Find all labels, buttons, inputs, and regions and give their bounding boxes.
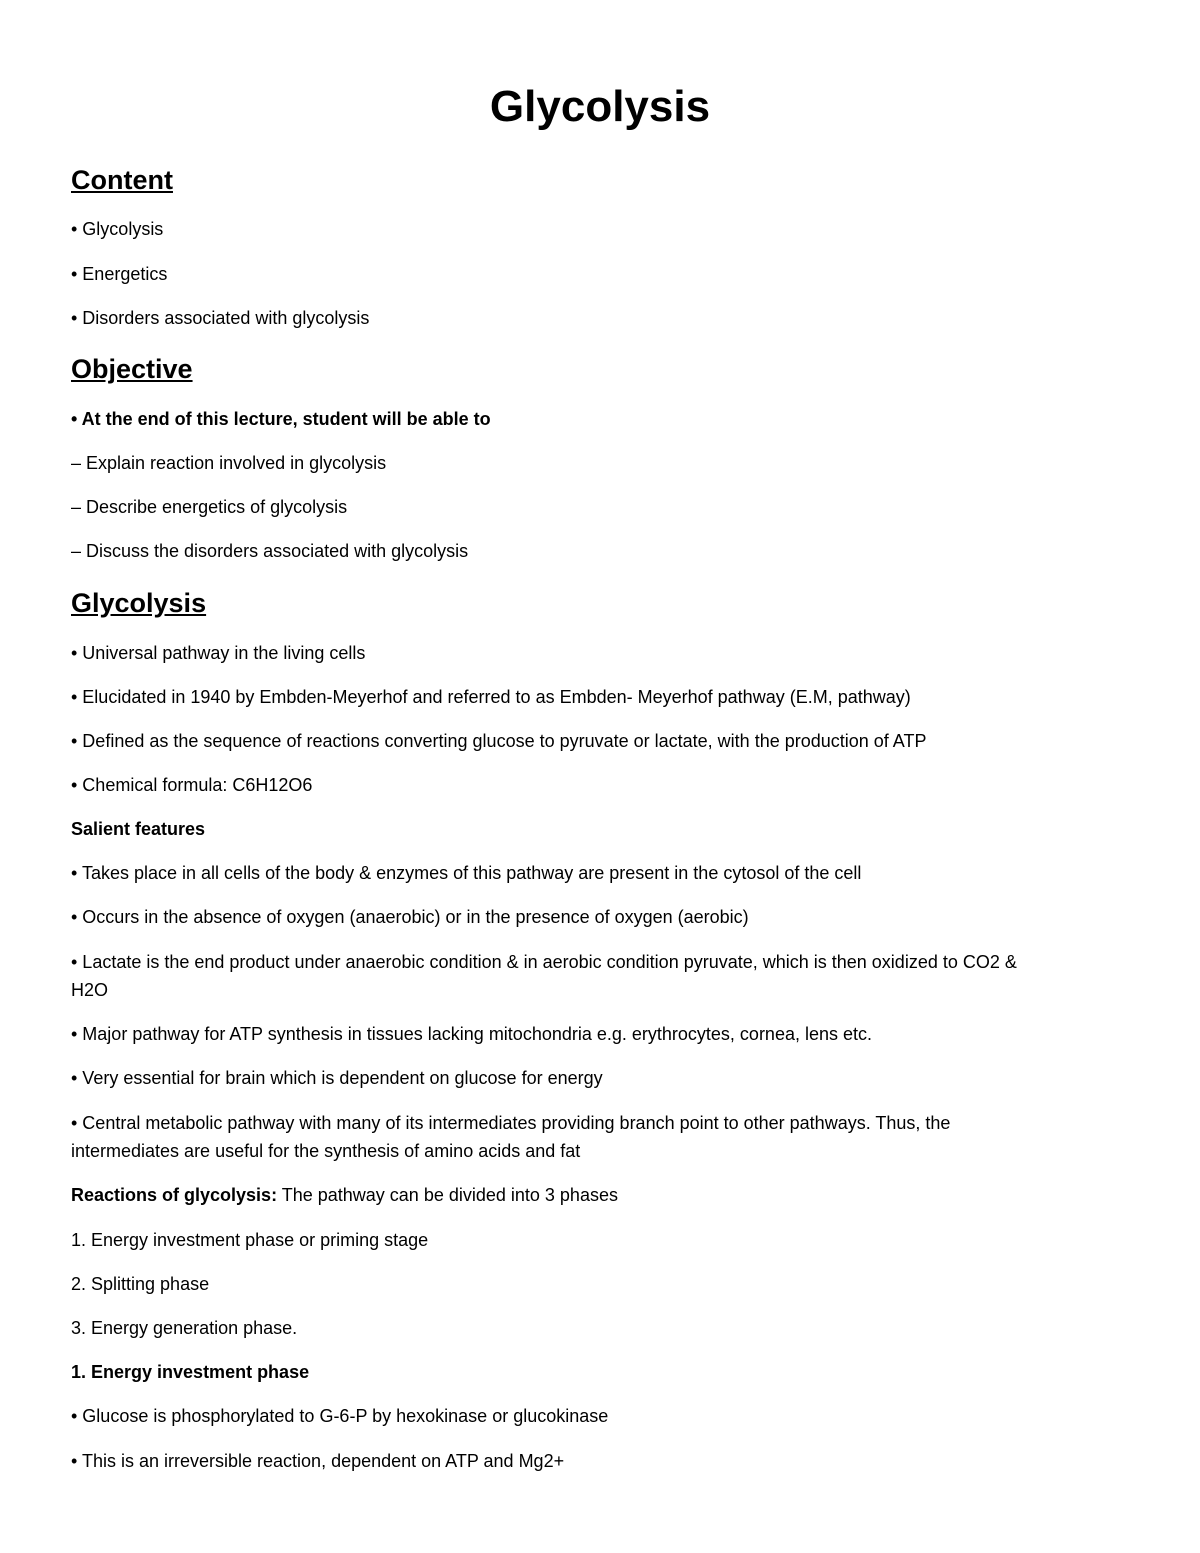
- salient-item: • Lactate is the end product under anaerobic condition & in aerobic condition pyruvate, which is then oxidized to CO2 &: [71, 952, 1017, 972]
- objective-intro: • At the end of this lecture, student will be able to: [71, 409, 491, 429]
- glycolysis-item: • Elucidated in 1940 by Embden-Meyerhof and referred to as Embden- Meyerhof pathway (E.M, pathway): [71, 687, 911, 707]
- phase1-item: • This is an irreversible reaction, dependent on ATP and Mg2+: [71, 1451, 565, 1471]
- salient-item: • Takes place in all cells of the body & enzymes of this pathway are present in the cytosol of the cell: [71, 863, 862, 883]
- reactions-text: The pathway can be divided into 3 phases: [277, 1185, 618, 1205]
- content-item: • Glycolysis: [71, 219, 164, 239]
- content-item: • Disorders associated with glycolysis: [71, 308, 370, 328]
- content-item: • Energetics: [71, 264, 168, 284]
- salient-item-continuation: intermediates are useful for the synthesis of amino acids and fat: [71, 1141, 581, 1161]
- objective-item: – Describe energetics of glycolysis: [71, 497, 348, 517]
- objective-item: – Explain reaction involved in glycolysis: [71, 453, 387, 473]
- glycolysis-heading: Glycolysis: [71, 588, 207, 618]
- phase-item: 2. Splitting phase: [71, 1274, 210, 1294]
- glycolysis-item: • Defined as the sequence of reactions converting glucose to pyruvate or lactate, with the production of ATP: [71, 731, 927, 751]
- phase1-item: • Glucose is phosphorylated to G-6-P by hexokinase or glucokinase: [71, 1406, 609, 1426]
- reactions-label: Reactions of glycolysis:: [71, 1185, 278, 1205]
- content-heading: Content: [71, 165, 173, 195]
- reactions-paragraph: [71, 1184, 618, 1206]
- objective-item: – Discuss the disorders associated with glycolysis: [71, 541, 469, 561]
- phase-item: 1. Energy investment phase or priming stage: [71, 1230, 429, 1250]
- salient-item: • Central metabolic pathway with many of its intermediates providing branch point to other pathways. Thus, the: [71, 1113, 951, 1133]
- glycolysis-item: • Universal pathway in the living cells: [71, 643, 366, 663]
- salient-item: • Occurs in the absence of oxygen (anaerobic) or in the presence of oxygen (aerobic): [71, 907, 749, 927]
- salient-item-continuation: H2O: [71, 980, 109, 1000]
- phase-item: 3. Energy generation phase.: [71, 1318, 298, 1338]
- salient-item: • Very essential for brain which is dependent on glucose for energy: [71, 1068, 603, 1088]
- objective-heading: Objective: [71, 354, 193, 384]
- glycolysis-item: • Chemical formula: C6H12O6: [71, 775, 313, 795]
- document-title: Glycolysis: [489, 82, 711, 131]
- phase1-heading: 1. Energy investment phase: [71, 1362, 310, 1382]
- salient-item: • Major pathway for ATP synthesis in tissues lacking mitochondria e.g. erythrocytes, cornea, lens etc.: [71, 1024, 872, 1044]
- salient-heading: Salient features: [71, 819, 206, 839]
